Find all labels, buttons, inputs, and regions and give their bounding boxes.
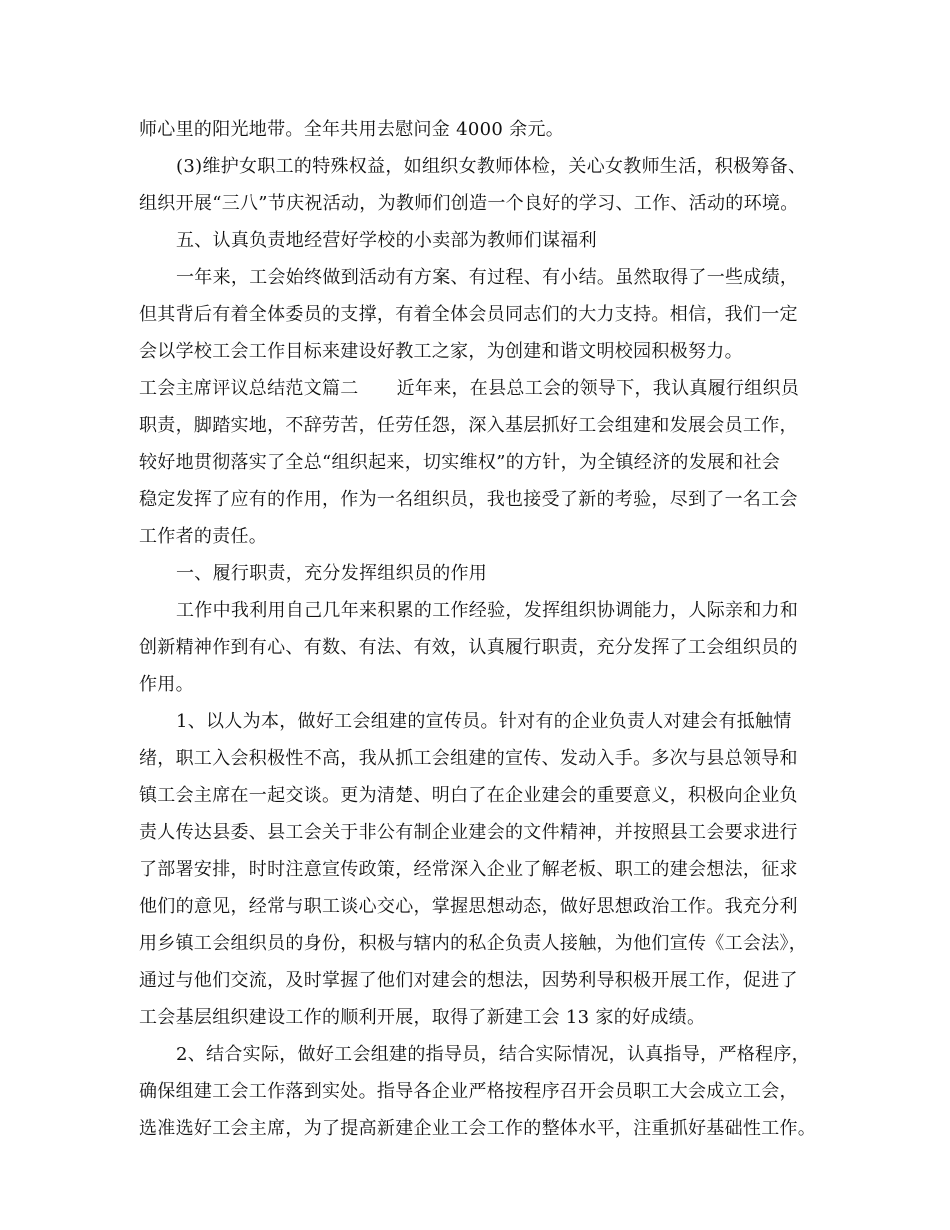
text-line: 作用。 [139,674,194,695]
text-line: 绪，职工入会积极性不高，我从抓工会组建的宣传、发动入手。多次与县总领导和 [139,748,798,769]
section-heading: 一、履行职责，充分发挥组织员的作用 [176,563,488,584]
text-line: 师心里的阳光地带。全年共用去慰问金 4000 余元。 [139,119,565,140]
text-line: 2、结合实际，做好工会组建的指导员，结合实际情况，认真指导，严格程序， [176,1044,810,1065]
text-line: 了部署安排，时时注意宣传政策，经常深入企业了解老板、职工的建会想法，征求 [139,859,798,880]
text-line: 稳定发挥了应有的作用，作为一名组织员，我也接受了新的考验，尽到了一名工会 [139,489,798,510]
section-heading: 五、认真负责地经营好学校的小卖部为教师们谋福利 [176,230,597,251]
text-line: 工作者的责任。 [139,526,268,547]
text-line: 创新精神作到有心、有数、有法、有效，认真履行职责，充分发挥了工会组织员的 [139,637,798,658]
text-line: 一年来，工会始终做到活动有方案、有过程、有小结。虽然取得了一些成绩， [176,267,799,288]
article-title-line [139,376,839,402]
text-line: 他们的意见，经常与职工谈心交心，掌握思想动态，做好思想政治工作。我充分利 [139,896,798,917]
text-line: 责人传达县委、县工会关于非公有制企业建会的文件精神，并按照县工会要求进行 [139,822,798,843]
text-line: 组织开展“三八”节庆祝活动，为教师们创造一个良好的学习、工作、活动的环境。 [139,193,799,214]
text-line: 选准选好工会主席，为了提高新建企业工会工作的整体水平，注重抓好基础性工作。 [139,1118,817,1139]
text-line: 较好地贯彻落实了全总“组织起来，切实维权”的方针，为全镇经济的发展和社会 [139,452,781,473]
text-line: 确保组建工会工作落到实处。指导各企业严格按程序召开会员职工大会成立工会， [139,1081,798,1102]
text-line: 工作中我利用自己几年来积累的工作经验，发挥组织协调能力，人际亲和力和 [176,600,799,621]
text-line: (3)维护女职工的特殊权益，如组织女教师体检，关心女教师生活，积极筹备、 [176,156,807,177]
text-line: 但其背后有着全体委员的支撑，有着全体会员同志们的大力支持。相信，我们一定 [139,304,798,325]
text-line: 近年来，在县总工会的领导下，我认真履行组织员 [396,378,800,399]
text-line: 用乡镇工会组织员的身份，积极与辖内的私企负责人接触，为他们宣传《工会法》， [139,933,808,954]
text-line: 通过与他们交流，及时掌握了他们对建会的想法，因势利导积极开展工作，促进了 [139,970,798,991]
text-line: 职责，脚踏实地，不辞劳苦，任劳任怨，深入基层抓好工会组建和发展会员工作， [139,415,798,436]
text-line: 工会基层组织建设工作的顺利开展，取得了新建工会 13 家的好成绩。 [139,1007,706,1028]
article-title: 工会主席评议总结范文篇二 [139,378,359,399]
text-line: 会以学校工会工作目标来建设好教工之家，为创建和谐文明校园积极努力。 [139,341,743,362]
text-line: 镇工会主席在一起交谈。更为清楚、明白了在企业建会的重要意义，积极向企业负 [139,785,798,806]
text-line: 1、以人为本，做好工会组建的宣传员。针对有的企业负责人对建会有抵触情 [176,711,792,732]
